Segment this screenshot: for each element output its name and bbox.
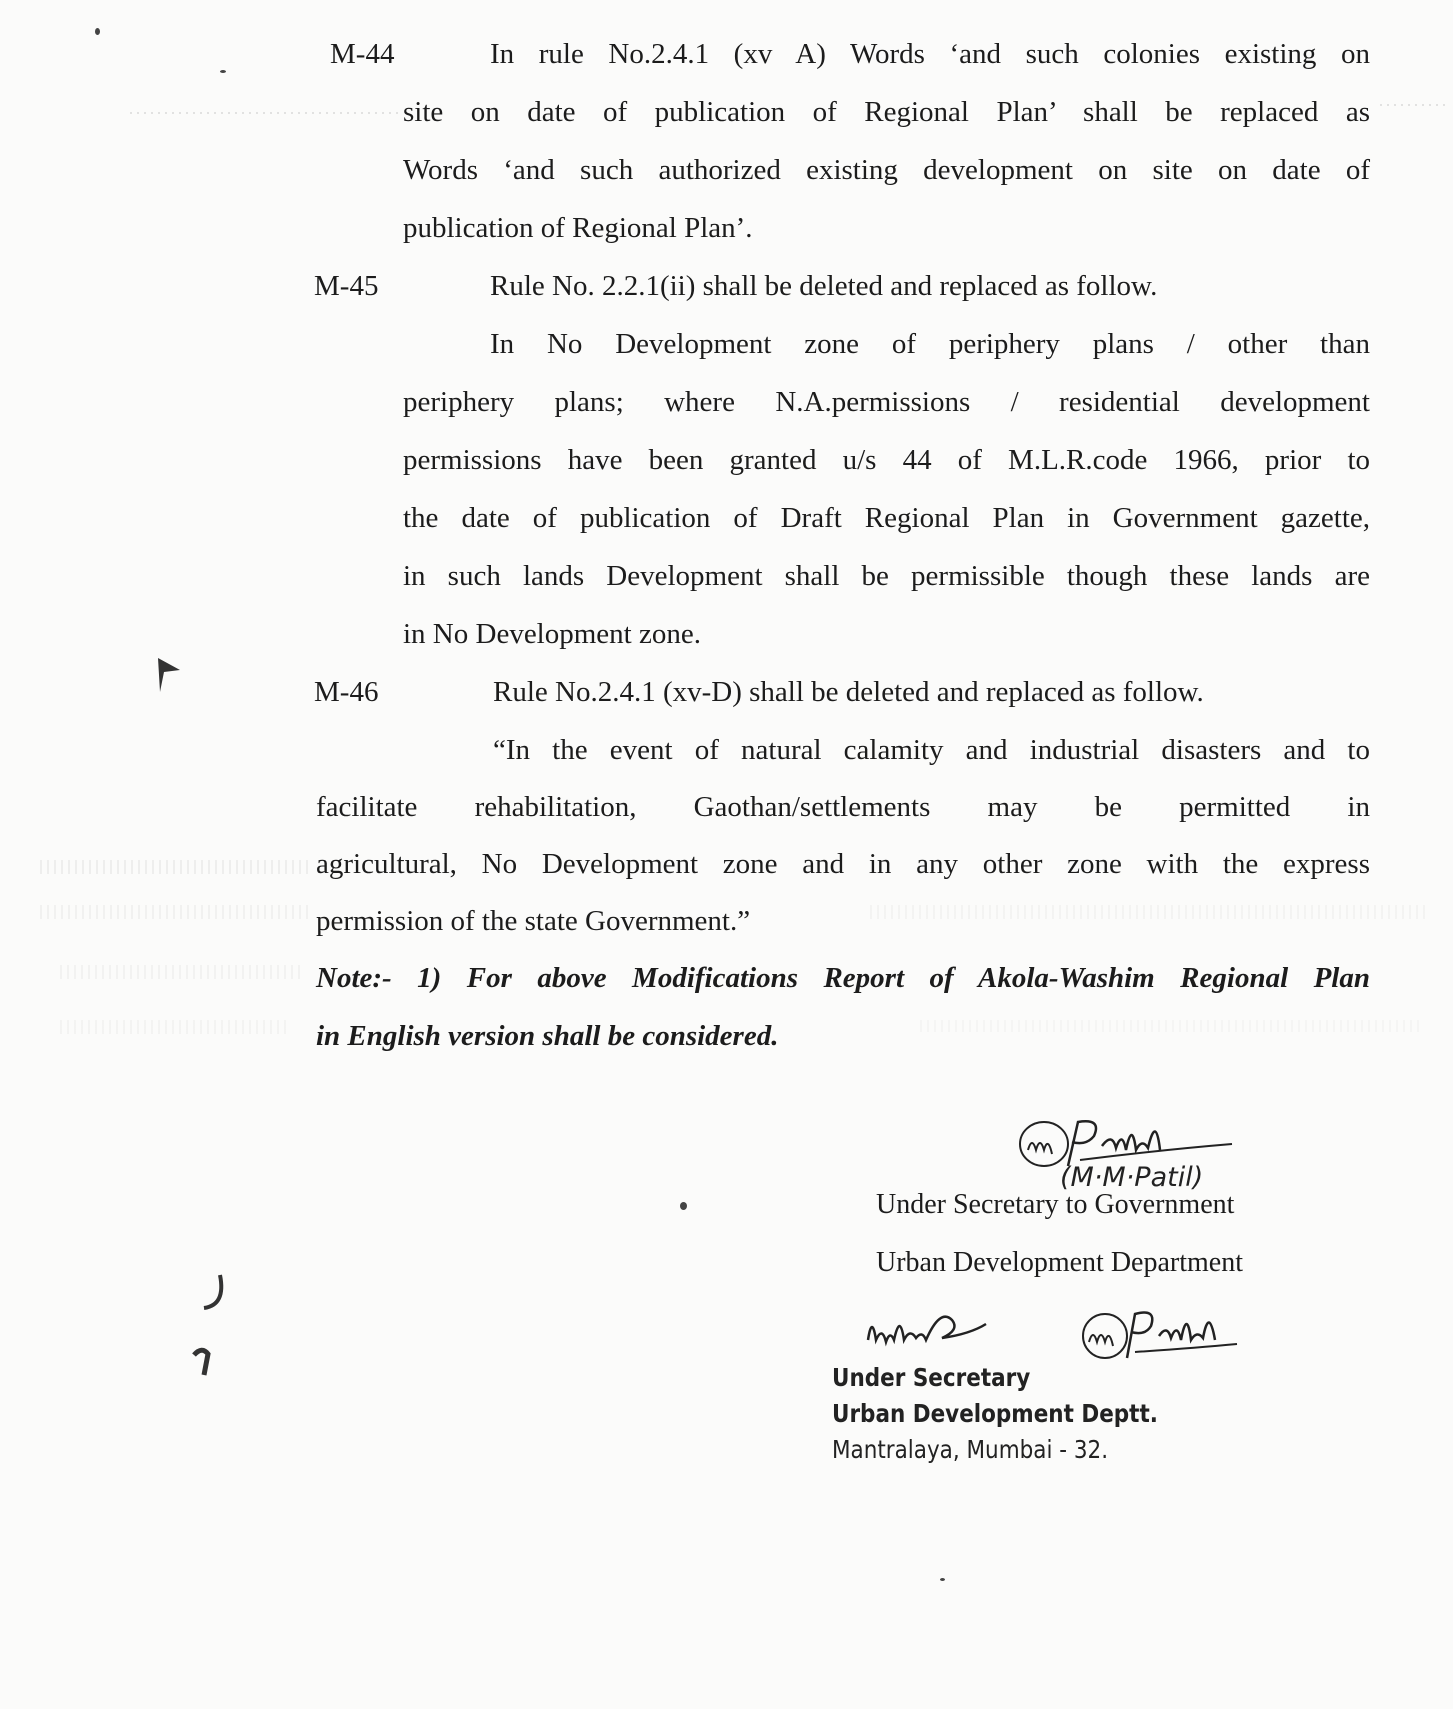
m44-line-3: Words ‘and such authorized existing development on site on date of	[403, 154, 1370, 186]
scan-speck	[220, 70, 226, 73]
scan-speck	[95, 28, 100, 35]
m45-line-1: Rule No. 2.2.1(ii) shall be deleted and replaced as follow.	[490, 270, 1158, 302]
scan-noise	[130, 112, 400, 114]
m46-line-3: facilitate rehabilitation, Gaothan/settlements may be permitted in	[316, 791, 1370, 823]
stamp-line-2: Urban Development Deptt.	[832, 1399, 1158, 1428]
scan-noise	[40, 860, 310, 874]
handwritten-initials	[860, 1300, 1000, 1360]
m44-line-2: site on date of publication of Regional Plan’ shall be replaced as	[403, 96, 1370, 128]
m44-line-4: publication of Regional Plan’.	[403, 212, 753, 244]
note-line-1: Note:- 1) For above Modifications Report of Akola-Washim Regional Plan	[316, 962, 1370, 994]
signatory-designation: Under Secretary to Government	[876, 1189, 1235, 1220]
scan-noise	[60, 965, 300, 979]
scan-speck	[940, 1578, 945, 1581]
m45-line-7: in No Development zone.	[403, 618, 701, 650]
handwritten-signature-2	[1075, 1300, 1245, 1370]
m46-line-2: “In the event of natural calamity and industrial disasters and to	[493, 734, 1370, 766]
scan-noise	[60, 1020, 290, 1034]
m46-line-4: agricultural, No Development zone and in any other zone with the express	[316, 848, 1370, 880]
m45-line-5: the date of publication of Draft Regional Plan in Government gazette,	[403, 502, 1370, 534]
modification-code-m46: M-46	[314, 676, 379, 708]
scan-speck	[680, 1202, 687, 1210]
stamp-line-3: Mantralaya, Mumbai - 32.	[832, 1435, 1109, 1464]
m45-line-3: periphery plans; where N.A.permissions / residential development	[403, 386, 1370, 418]
m45-line-4: permissions have been granted u/s 44 of M.L.R.code 1966, prior to	[403, 444, 1370, 476]
scan-noise	[870, 905, 1430, 919]
m46-line-5: permission of the state Government.”	[316, 905, 751, 937]
m45-line-6: in such lands Development shall be permissible though these lands are	[403, 560, 1370, 592]
scan-noise	[40, 905, 310, 919]
scan-noise	[920, 1020, 1420, 1032]
signatory-department: Urban Development Department	[876, 1247, 1243, 1278]
scan-noise	[1380, 104, 1450, 106]
handwritten-name: (M·M·Patil)	[1060, 1162, 1204, 1193]
m46-line-1: Rule No.2.4.1 (xv-D) shall be deleted and replaced as follow.	[493, 676, 1204, 708]
margin-arrow-mark	[150, 650, 190, 695]
stamp-line-1: Under Secretary	[832, 1363, 1031, 1392]
m45-line-2: In No Development zone of periphery plans / other than	[490, 328, 1370, 360]
note-line-2: in English version shall be considered.	[316, 1020, 779, 1052]
modification-code-m45: M-45	[314, 270, 379, 302]
modification-code-m44: M-44	[330, 38, 395, 70]
m44-line-1: In rule No.2.4.1 (xv A) Words ‘and such colonies existing on	[490, 38, 1370, 70]
margin-ink-mark	[190, 1270, 240, 1380]
